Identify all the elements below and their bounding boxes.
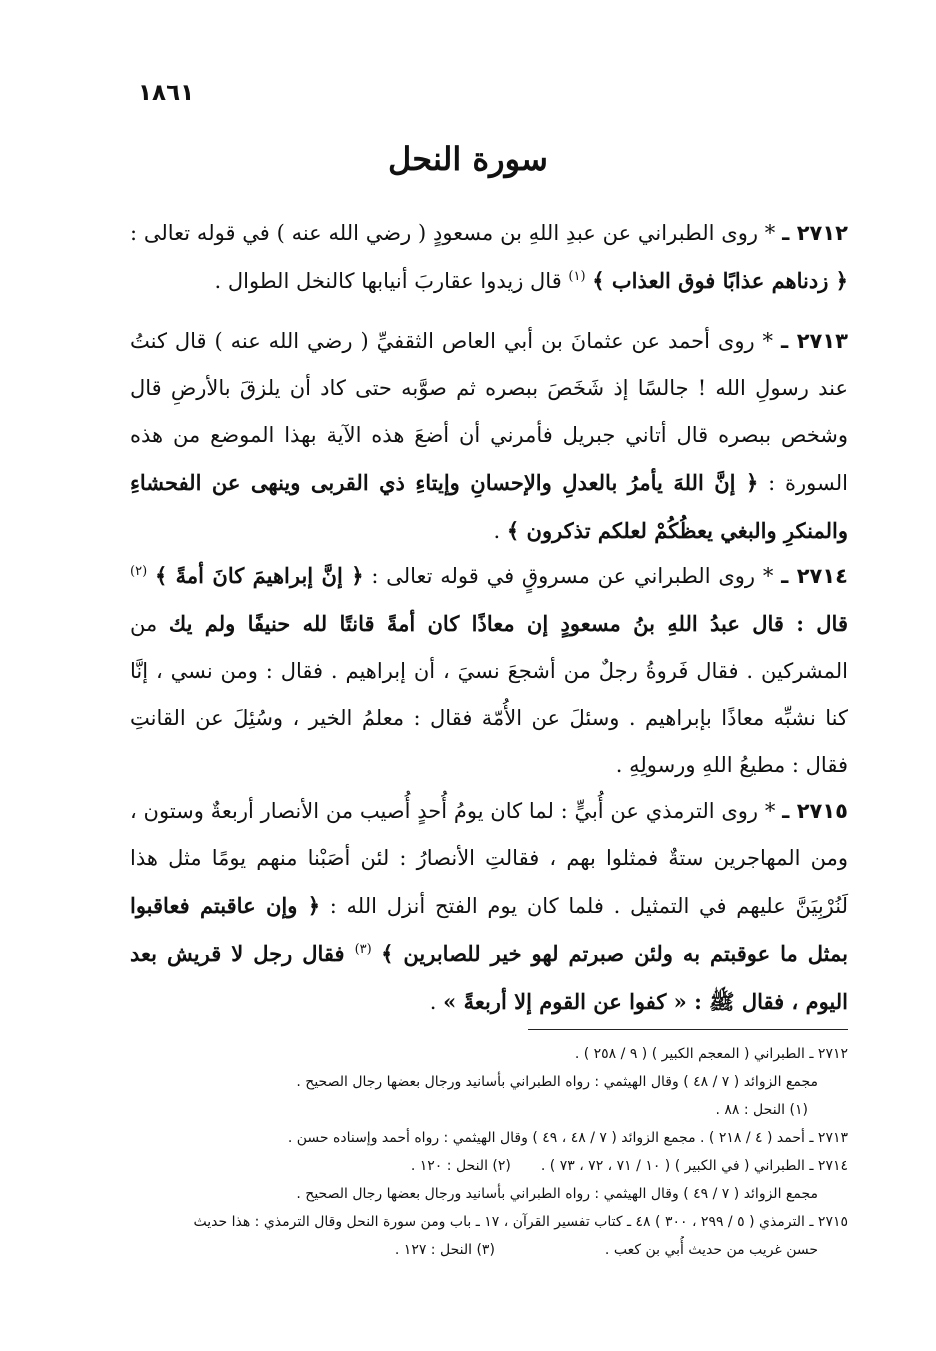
footnote-line: مجمع الزوائد ( ٧ / ٤٨ ) وقال الهيثمي : رواه الطبراني بأسانيد ورجال بعضها رجال الصحيح . <box>296 1074 818 1090</box>
entry-text-continued: . <box>429 990 444 1014</box>
hadith-entry-2714 <box>130 552 848 789</box>
footnote-marker: (٣) <box>354 942 372 957</box>
footnote-divider <box>528 1029 848 1030</box>
footnote-line: ٢٧١٤ ـ الطبراني ( في الكبير ) ( ١٠ / ٧١ ، ٧٢ ، ٧٣ ) . <box>540 1158 848 1174</box>
footnotes <box>130 1040 848 1264</box>
hadith-entry-2715 <box>130 788 848 1026</box>
quoted-statement: فقال رجل لا قريش بعد اليوم ، فقال ﷺ : « كفوا عن القوم إلا أربعةً » <box>130 941 848 1014</box>
page-number: ١٨٦١ <box>138 80 195 106</box>
entry-text-continued: . <box>493 519 507 543</box>
footnote-marker: (١) <box>568 269 586 284</box>
footnote-line: مجمع الزوائد ( ٧ / ٤٩ ) وقال الهيثمي : رواه الطبراني بأسانيد ورجال بعضها رجال الصحيح . <box>296 1186 818 1202</box>
footnote-line: ٢٧١٢ ـ الطبراني ( المعجم الكبير ) ( ٩ / ٢٥٨ ) . <box>574 1046 848 1062</box>
footnote-line: (٢) النحل : ١٢٠ . <box>410 1158 511 1174</box>
entry-number: ٢٧١٤ ـ <box>781 564 848 588</box>
footnote-line-row <box>130 1152 848 1180</box>
entry-text: * روى الطبراني عن عبدِ اللهِ بن مسعودٍ ( رضي الله عنه ) في قوله تعالى : <box>130 221 783 245</box>
footnote-line: حسن غريب من حديث أُبي بن كعب . <box>604 1242 818 1258</box>
quoted-statement: قال : قال عبدُ اللهِ بنُ مسعودٍ إن معاذًا كان أمةً قانتًا لله حنيفًا ولم يك <box>168 611 848 636</box>
quran-verse: ﴿ إنَّ إبراهيمَ كانَ أمةً ﴾ <box>154 563 364 588</box>
footnote-line: (١) النحل : ٨٨ . <box>715 1102 808 1118</box>
entry-text-continued: قال زيدوا عقاربَ أنيابها كالنخل الطوال . <box>214 269 569 293</box>
footnote-line-row <box>130 1236 848 1264</box>
entry-text-continued: من المشركين . فقال فَروةُ رجلٌ من أشجعَ نسيَ ، أن إبراهيم . فقال : ومن نسي ، إنَّا كنا نشبِّه معاذًا بإبراهيم . وسئلَ عن الأُمّة فقال : معلمُ الخير ، وسُئِلَ عن القانتِ فقال : مطيعُ اللهِ ورسولِهِ . <box>130 612 848 777</box>
entry-number: ٢٧١٣ ـ <box>780 329 848 353</box>
footnote-marker: (٢) <box>130 564 148 579</box>
entry-number: ٢٧١٢ ـ <box>782 221 848 245</box>
hadith-entry-2712 <box>130 210 848 305</box>
entry-text: * روى الطبراني عن مسروقٍ في قوله تعالى : <box>363 564 782 588</box>
entry-text: * روى الترمذي عن أُبيٍّ : لما كان يومُ أُحدٍ أُصيب من الأنصار أربعةٌ وستون ، ومن المهاجرين ستةٌ فمثلوا بهم ، فقالتِ الأنصارُ : لئن أصَبْنا منهم يومًا مثل هذا لَنُرْبِيَنَّ عليهم في التمثيل . فلما كان يوم الفتح أنزل الله : <box>130 799 848 918</box>
entry-text: * روى أحمد عن عثمانَ بن أبي العاص الثقفيِّ ( رضي الله عنه ) قال كنتُ عند رسولِ الله ! جالسًا إذ شَخَصَ ببصره ثم صوَّبه حتى كاد أن يلزقَ بالأرضِ قال وشخص ببصره قال أتاني جبريل فأمرني أن أضعَ هذه الآية بهذا الموضع من هذه السورة : <box>130 329 848 495</box>
footnote-line: ٢٧١٥ ـ الترمذي ( ٥ / ٢٩٩ ، ٣٠٠ ) ٤٨ ـ كتاب تفسير القرآن ، ١٧ ـ باب ومن سورة النحل وقال الترمذي : هذا حديث <box>193 1214 848 1230</box>
quran-verse: ﴿ وإن عاقبتم فعاقبوا بمثل ما عوقبتم به ولئن صبرتم لهو خير للصابرين ﴾ <box>130 893 848 966</box>
footnote-line: ٢٧١٣ ـ أحمد ( ٤ / ٢١٨ ) . مجمع الزوائد ( ٧ / ٤٨ ، ٤٩ ) وقال الهيثمي : رواه أحمد وإسناده حسن . <box>287 1130 848 1146</box>
footnote-line: (٣) النحل : ١٢٧ . <box>394 1242 495 1258</box>
quran-verse: ﴿ زدناهم عذابًا فوق العذاب ﴾ <box>592 268 848 293</box>
chapter-title: سورة النحل <box>388 140 548 178</box>
entry-number: ٢٧١٥ ـ <box>782 799 848 823</box>
hadith-entry-2713 <box>130 318 848 555</box>
quran-verse: ﴿ إنَّ اللهَ يأمرُ بالعدلِ والإحسانِ وإيتاءِ ذي القربى وينهى عن الفحشاءِ والمنكرِ والبغي يعظُكُمْ لعلكم تذكرون ﴾ <box>130 470 848 543</box>
